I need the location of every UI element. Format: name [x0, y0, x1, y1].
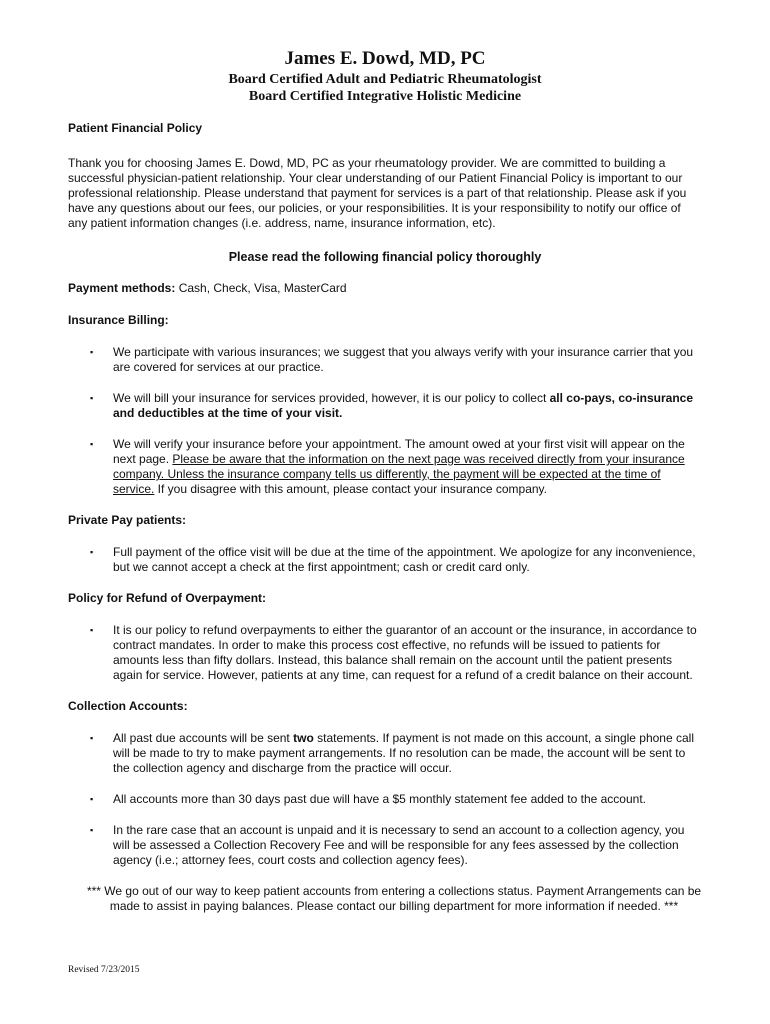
list-item-text: Full payment of the office visit will be due at the time of the appointment. We apologize for any inconvenience, but we cannot accept a check at the first appointment; cash or credit card only. [113, 545, 696, 574]
bullet-icon: ▪ [90, 547, 94, 557]
list-item-text: It is our policy to refund overpayments to either the guarantor of an account or the insurance, in accordance to contract mandates. In order to make this process cost effective, no refunds will be issued to patients for amounts less than fifty dollars. Instead, this balance shall remain on the account until the patient presents again for service. However, patients at any time, can request for a refund of a credit balance on their account. [113, 623, 697, 682]
list-item-emphasis: all co-pays, co-insurance and deductibles at the time of your visit. [113, 391, 694, 420]
collection-heading: Collection Accounts: [68, 699, 188, 713]
private-pay-list [68, 545, 702, 575]
bullet-icon: ▪ [90, 347, 94, 357]
bullet-icon: ▪ [90, 825, 94, 835]
payment-methods-value: Cash, Check, Visa, MasterCard [175, 281, 347, 295]
policy-content [68, 121, 702, 914]
collection-list [68, 731, 702, 868]
bullet-icon: ▪ [90, 393, 94, 403]
intro-paragraph: Thank you for choosing James E. Dowd, MD, PC as your rheumatology provider. We are committed to building a successful physician-patient relationship. Your clear understanding of our Patient Financial Policy is important to our professional relationship. Please understand that payment for services is a part of that relationship. Please ask if you have any questions about our fees, our policies, or your responsibilities. It is your responsibility to notify our office of any patient information changes (i.e. address, name, insurance information, etc). [68, 156, 687, 230]
list-item [68, 345, 702, 375]
insurance-billing-heading: Insurance Billing: [68, 313, 169, 327]
insurance-billing-list [68, 345, 702, 497]
list-item [68, 545, 702, 575]
read-notice: Please read the following financial policy thoroughly [228, 250, 542, 264]
bullet-icon: ▪ [90, 733, 94, 743]
list-item-text: We will verify your insurance before your appointment. The amount owed at your first visit will appear on the next page. [113, 437, 685, 466]
private-pay-heading: Private Pay patients: [68, 513, 187, 527]
payment-methods [68, 281, 702, 296]
list-item-text: We will bill your insurance for services provided, however, it is our policy to collect [113, 391, 550, 405]
list-item [68, 731, 702, 776]
list-item-text: All past due accounts will be sent [113, 731, 294, 745]
policy-title: Patient Financial Policy [68, 121, 203, 135]
list-item-text: We participate with various insurances; we suggest that you always verify with your insurance carrier that you are covered for services at our practice. [113, 345, 694, 374]
list-item [68, 792, 702, 807]
list-item-text: In the rare case that an account is unpaid and it is necessary to send an account to a collection agency, you will be assessed a Collection Recovery Fee and will be responsible for any fees assessed by the collection agency (i.e.; attorney fees, court costs and collection agency fees). [113, 823, 685, 867]
refund-list [68, 623, 702, 683]
revised-date: Revised 7/23/2015 [68, 965, 140, 975]
certification-line-2: Board Certified Integrative Holistic Medicine [248, 89, 522, 104]
refund-heading: Policy for Refund of Overpayment: [68, 591, 267, 605]
practice-name: James E. Dowd, MD, PC [284, 48, 486, 69]
certification-line-1: Board Certified Adult and Pediatric Rheumatologist [228, 72, 542, 87]
bullet-icon: ▪ [90, 625, 94, 635]
list-item [68, 391, 702, 421]
list-item-text-end: If you disagree with this amount, please contact your insurance company. [154, 482, 547, 496]
list-item-text-end: statements. If payment is not made on this account, a single phone call will be made to try to make payment arrangements. If no resolution can be made, the account will be sent to the collection agency and discharge from the practice will occur. [113, 731, 694, 775]
list-item-underlined: Please be aware that the information on the next page was received directly from your insurance company. Unless the insurance company tells us differently, the payment will be expected at the time of service. [113, 452, 685, 496]
bullet-icon: ▪ [90, 794, 94, 804]
list-item-emphasis: two [293, 731, 314, 745]
payment-methods-label: Payment methods: [68, 281, 176, 295]
list-item-text: All accounts more than 30 days past due will have a $5 monthly statement fee added to the account. [113, 792, 646, 806]
letterhead [0, 47, 770, 105]
collections-note: *** We go out of our way to keep patient accounts from entering a collections status. Payment Arrangements can be made to assist in paying balances. Please contact our billing department for more information if needed. *** [86, 884, 702, 913]
list-item [68, 623, 702, 683]
list-item [68, 823, 702, 868]
bullet-icon: ▪ [90, 439, 94, 449]
list-item [68, 437, 702, 497]
